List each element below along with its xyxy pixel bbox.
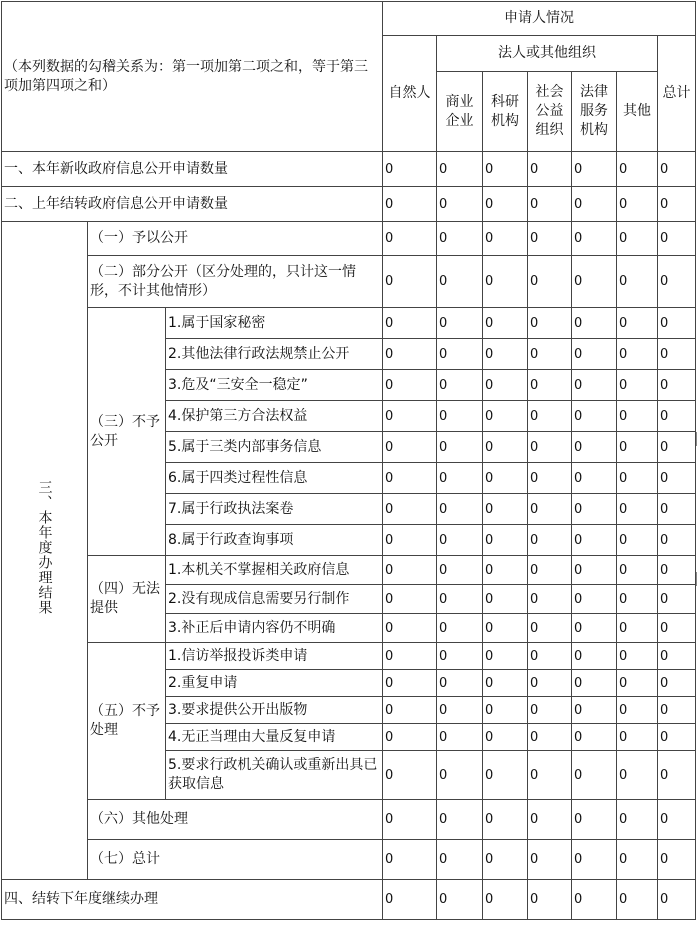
value-cell: 0: [572, 432, 617, 463]
value-cell: 0: [383, 585, 437, 614]
value-cell: 0: [617, 256, 658, 308]
col-research: 科研机构: [483, 72, 528, 152]
value-cell: 0: [572, 614, 617, 643]
value-cell: 0: [483, 614, 528, 643]
group-5-label: （五）不予处理: [88, 643, 166, 800]
row-label: 3.危及“三安全一稳定”: [166, 370, 383, 401]
value-cell: 0: [572, 494, 617, 525]
value-cell: 0: [437, 152, 483, 187]
value-cell: 0: [437, 670, 483, 697]
value-cell: 0: [572, 697, 617, 724]
value-cell: 0: [617, 308, 658, 339]
col-business: 商业企业: [437, 72, 483, 152]
value-cell: 0: [483, 556, 528, 585]
value-cell: 0: [572, 724, 617, 751]
table-row: [2, 880, 696, 920]
value-cell: 0: [658, 614, 696, 643]
value-cell: 0: [437, 187, 483, 222]
value-cell: 0: [528, 556, 572, 585]
value-cell: 0: [572, 152, 617, 187]
row-label: 2.重复申请: [166, 670, 383, 697]
value-cell: 0: [437, 585, 483, 614]
value-cell: 0: [617, 339, 658, 370]
value-cell: 0: [383, 643, 437, 670]
value-cell: 0: [383, 670, 437, 697]
value-cell: 0: [658, 222, 696, 256]
col-social: 社会公益组织: [528, 72, 572, 152]
value-cell: 0: [617, 585, 658, 614]
table-row: [2, 152, 696, 187]
value-cell: 0: [483, 370, 528, 401]
table-note: （本列数据的勾稽关系为：第一项加第二项之和，等于第三项加第四项之和）: [2, 2, 383, 152]
value-cell: 0: [572, 800, 617, 840]
row-label: 3.要求提供公开出版物: [166, 697, 383, 724]
value-cell: 0: [383, 339, 437, 370]
value-cell: 0: [658, 556, 696, 585]
value-cell: 0: [617, 432, 658, 463]
value-cell: 0: [572, 525, 617, 556]
value-cell: 0: [437, 800, 483, 840]
value-cell: 0: [483, 880, 528, 920]
value-cell: 0: [528, 339, 572, 370]
value-cell: 0: [617, 463, 658, 494]
value-cell: 0: [437, 556, 483, 585]
table-row: [2, 800, 696, 840]
value-cell: 0: [483, 670, 528, 697]
value-cell: 0: [483, 697, 528, 724]
row-label: 1.本机关不掌握相关政府信息: [166, 556, 383, 585]
value-cell: 0: [437, 370, 483, 401]
value-cell: 0: [483, 463, 528, 494]
value-cell: 0: [437, 751, 483, 800]
value-cell: 0: [383, 880, 437, 920]
value-cell: 0: [528, 880, 572, 920]
value-cell: 0: [617, 697, 658, 724]
value-cell: 0: [483, 800, 528, 840]
row-label: 一、本年新收政府信息公开申请数量: [2, 152, 383, 187]
value-cell: 0: [572, 370, 617, 401]
value-cell: 0: [528, 463, 572, 494]
value-cell: 0: [617, 556, 658, 585]
value-cell: 0: [528, 800, 572, 840]
value-cell: 0: [617, 370, 658, 401]
row-label: 4.保护第三方合法权益: [166, 401, 383, 432]
value-cell: 0: [437, 401, 483, 432]
value-cell: 0: [437, 463, 483, 494]
value-cell: 0: [617, 525, 658, 556]
value-cell: 0: [437, 432, 483, 463]
value-cell: 0: [528, 697, 572, 724]
value-cell: 0: [483, 643, 528, 670]
row-label: 5.属于三类内部事务信息: [166, 432, 383, 463]
table-row: [2, 308, 696, 339]
value-cell: 0: [383, 494, 437, 525]
col-total: 总计: [658, 36, 696, 152]
value-cell: 0: [658, 187, 696, 222]
value-cell: 0: [437, 494, 483, 525]
value-cell: 0: [383, 724, 437, 751]
row-label: （一）予以公开: [88, 222, 383, 256]
value-cell: 0: [383, 556, 437, 585]
value-cell: 0: [572, 463, 617, 494]
value-cell: 0: [658, 697, 696, 724]
row-label: 四、结转下年度继续办理: [2, 880, 383, 920]
row-label: 5.要求行政机关确认或重新出具已获取信息: [166, 751, 383, 800]
value-cell: 0: [437, 880, 483, 920]
value-cell: 0: [383, 152, 437, 187]
header-legal-group: 法人或其他组织: [437, 36, 658, 72]
table-row: [2, 222, 696, 256]
value-cell: 0: [437, 840, 483, 880]
row-label: （六）其他处理: [88, 800, 383, 840]
value-cell: 0: [528, 585, 572, 614]
value-cell: 0: [483, 724, 528, 751]
value-cell: 0: [658, 308, 696, 339]
value-cell: 0: [617, 840, 658, 880]
value-cell: 0: [572, 670, 617, 697]
table-row: [2, 840, 696, 880]
value-cell: 0: [617, 152, 658, 187]
value-cell: 0: [617, 643, 658, 670]
value-cell: 0: [483, 308, 528, 339]
value-cell: 0: [658, 880, 696, 920]
value-cell: 0: [617, 494, 658, 525]
page-edge-mark: [696, 572, 700, 586]
value-cell: 0: [572, 880, 617, 920]
table-row: [2, 187, 696, 222]
row-label: 1.信访举报投诉类申请: [166, 643, 383, 670]
value-cell: 0: [572, 401, 617, 432]
value-cell: 0: [383, 370, 437, 401]
value-cell: 0: [528, 614, 572, 643]
header-applicant: 申请人情况: [383, 2, 696, 36]
value-cell: 0: [658, 401, 696, 432]
value-cell: 0: [528, 370, 572, 401]
value-cell: 0: [658, 152, 696, 187]
page-edge-mark: [696, 432, 700, 446]
value-cell: 0: [617, 222, 658, 256]
value-cell: 0: [572, 556, 617, 585]
value-cell: 0: [383, 401, 437, 432]
value-cell: 0: [528, 525, 572, 556]
row-label: 3.补正后申请内容仍不明确: [166, 614, 383, 643]
value-cell: 0: [572, 751, 617, 800]
value-cell: 0: [617, 724, 658, 751]
value-cell: 0: [617, 401, 658, 432]
value-cell: 0: [483, 256, 528, 308]
value-cell: 0: [528, 724, 572, 751]
value-cell: 0: [617, 187, 658, 222]
row-label: 1.属于国家秘密: [166, 308, 383, 339]
value-cell: 0: [383, 463, 437, 494]
value-cell: 0: [383, 432, 437, 463]
row-label: 4.无正当理由大量反复申请: [166, 724, 383, 751]
value-cell: 0: [617, 880, 658, 920]
value-cell: 0: [658, 840, 696, 880]
value-cell: 0: [483, 152, 528, 187]
section-3-label: 三、本年度办理结果: [2, 222, 88, 880]
table-row: [2, 556, 696, 585]
value-cell: 0: [572, 643, 617, 670]
value-cell: 0: [437, 222, 483, 256]
table-row: [2, 256, 696, 308]
value-cell: 0: [572, 187, 617, 222]
value-cell: 0: [617, 670, 658, 697]
col-natural-person: 自然人: [383, 36, 437, 152]
value-cell: 0: [383, 222, 437, 256]
value-cell: 0: [528, 840, 572, 880]
value-cell: 0: [383, 697, 437, 724]
value-cell: 0: [528, 256, 572, 308]
value-cell: 0: [383, 751, 437, 800]
value-cell: 0: [483, 585, 528, 614]
row-label: 8.属于行政查询事项: [166, 525, 383, 556]
value-cell: 0: [437, 256, 483, 308]
value-cell: 0: [528, 670, 572, 697]
group-3-label: （三）不予公开: [88, 308, 166, 556]
row-label: 2.其他法律行政法规禁止公开: [166, 339, 383, 370]
row-label: （二）部分公开（区分处理的，只计这一情形，不计其他情形）: [88, 256, 383, 308]
value-cell: 0: [658, 800, 696, 840]
value-cell: 0: [483, 222, 528, 256]
value-cell: 0: [483, 751, 528, 800]
value-cell: 0: [437, 339, 483, 370]
value-cell: 0: [572, 840, 617, 880]
value-cell: 0: [383, 800, 437, 840]
value-cell: 0: [572, 222, 617, 256]
value-cell: 0: [617, 751, 658, 800]
value-cell: 0: [528, 751, 572, 800]
value-cell: 0: [437, 643, 483, 670]
value-cell: 0: [528, 308, 572, 339]
value-cell: 0: [483, 432, 528, 463]
col-legal: 法律服务机构: [572, 72, 617, 152]
value-cell: 0: [437, 308, 483, 339]
row-label: 6.属于四类过程性信息: [166, 463, 383, 494]
col-other: 其他: [617, 72, 658, 152]
value-cell: 0: [572, 585, 617, 614]
value-cell: 0: [528, 222, 572, 256]
value-cell: 0: [658, 525, 696, 556]
value-cell: 0: [658, 670, 696, 697]
value-cell: 0: [658, 339, 696, 370]
value-cell: 0: [383, 187, 437, 222]
table-row: [2, 643, 696, 670]
value-cell: 0: [483, 339, 528, 370]
row-label: （七）总计: [88, 840, 383, 880]
row-label: 7.属于行政执法案卷: [166, 494, 383, 525]
value-cell: 0: [483, 840, 528, 880]
value-cell: 0: [617, 614, 658, 643]
value-cell: 0: [528, 432, 572, 463]
row-label: 二、上年结转政府信息公开申请数量: [2, 187, 383, 222]
value-cell: 0: [437, 525, 483, 556]
value-cell: 0: [483, 187, 528, 222]
value-cell: 0: [483, 494, 528, 525]
value-cell: 0: [658, 256, 696, 308]
value-cell: 0: [483, 525, 528, 556]
value-cell: 0: [383, 525, 437, 556]
value-cell: 0: [572, 339, 617, 370]
value-cell: 0: [437, 614, 483, 643]
value-cell: 0: [437, 724, 483, 751]
value-cell: 0: [383, 308, 437, 339]
value-cell: 0: [658, 643, 696, 670]
value-cell: 0: [528, 643, 572, 670]
value-cell: 0: [483, 401, 528, 432]
row-label: 2.没有现成信息需要另行制作: [166, 585, 383, 614]
value-cell: 0: [383, 256, 437, 308]
value-cell: 0: [658, 463, 696, 494]
value-cell: 0: [437, 697, 483, 724]
value-cell: 0: [658, 432, 696, 463]
value-cell: 0: [658, 751, 696, 800]
value-cell: 0: [617, 800, 658, 840]
value-cell: 0: [658, 370, 696, 401]
value-cell: 0: [658, 724, 696, 751]
value-cell: 0: [383, 614, 437, 643]
value-cell: 0: [528, 401, 572, 432]
value-cell: 0: [528, 187, 572, 222]
value-cell: 0: [572, 308, 617, 339]
value-cell: 0: [383, 840, 437, 880]
group-4-label: （四）无法提供: [88, 556, 166, 643]
value-cell: 0: [658, 494, 696, 525]
gov-info-disclosure-table: [1, 1, 696, 920]
value-cell: 0: [528, 152, 572, 187]
value-cell: 0: [658, 585, 696, 614]
value-cell: 0: [528, 494, 572, 525]
value-cell: 0: [572, 256, 617, 308]
